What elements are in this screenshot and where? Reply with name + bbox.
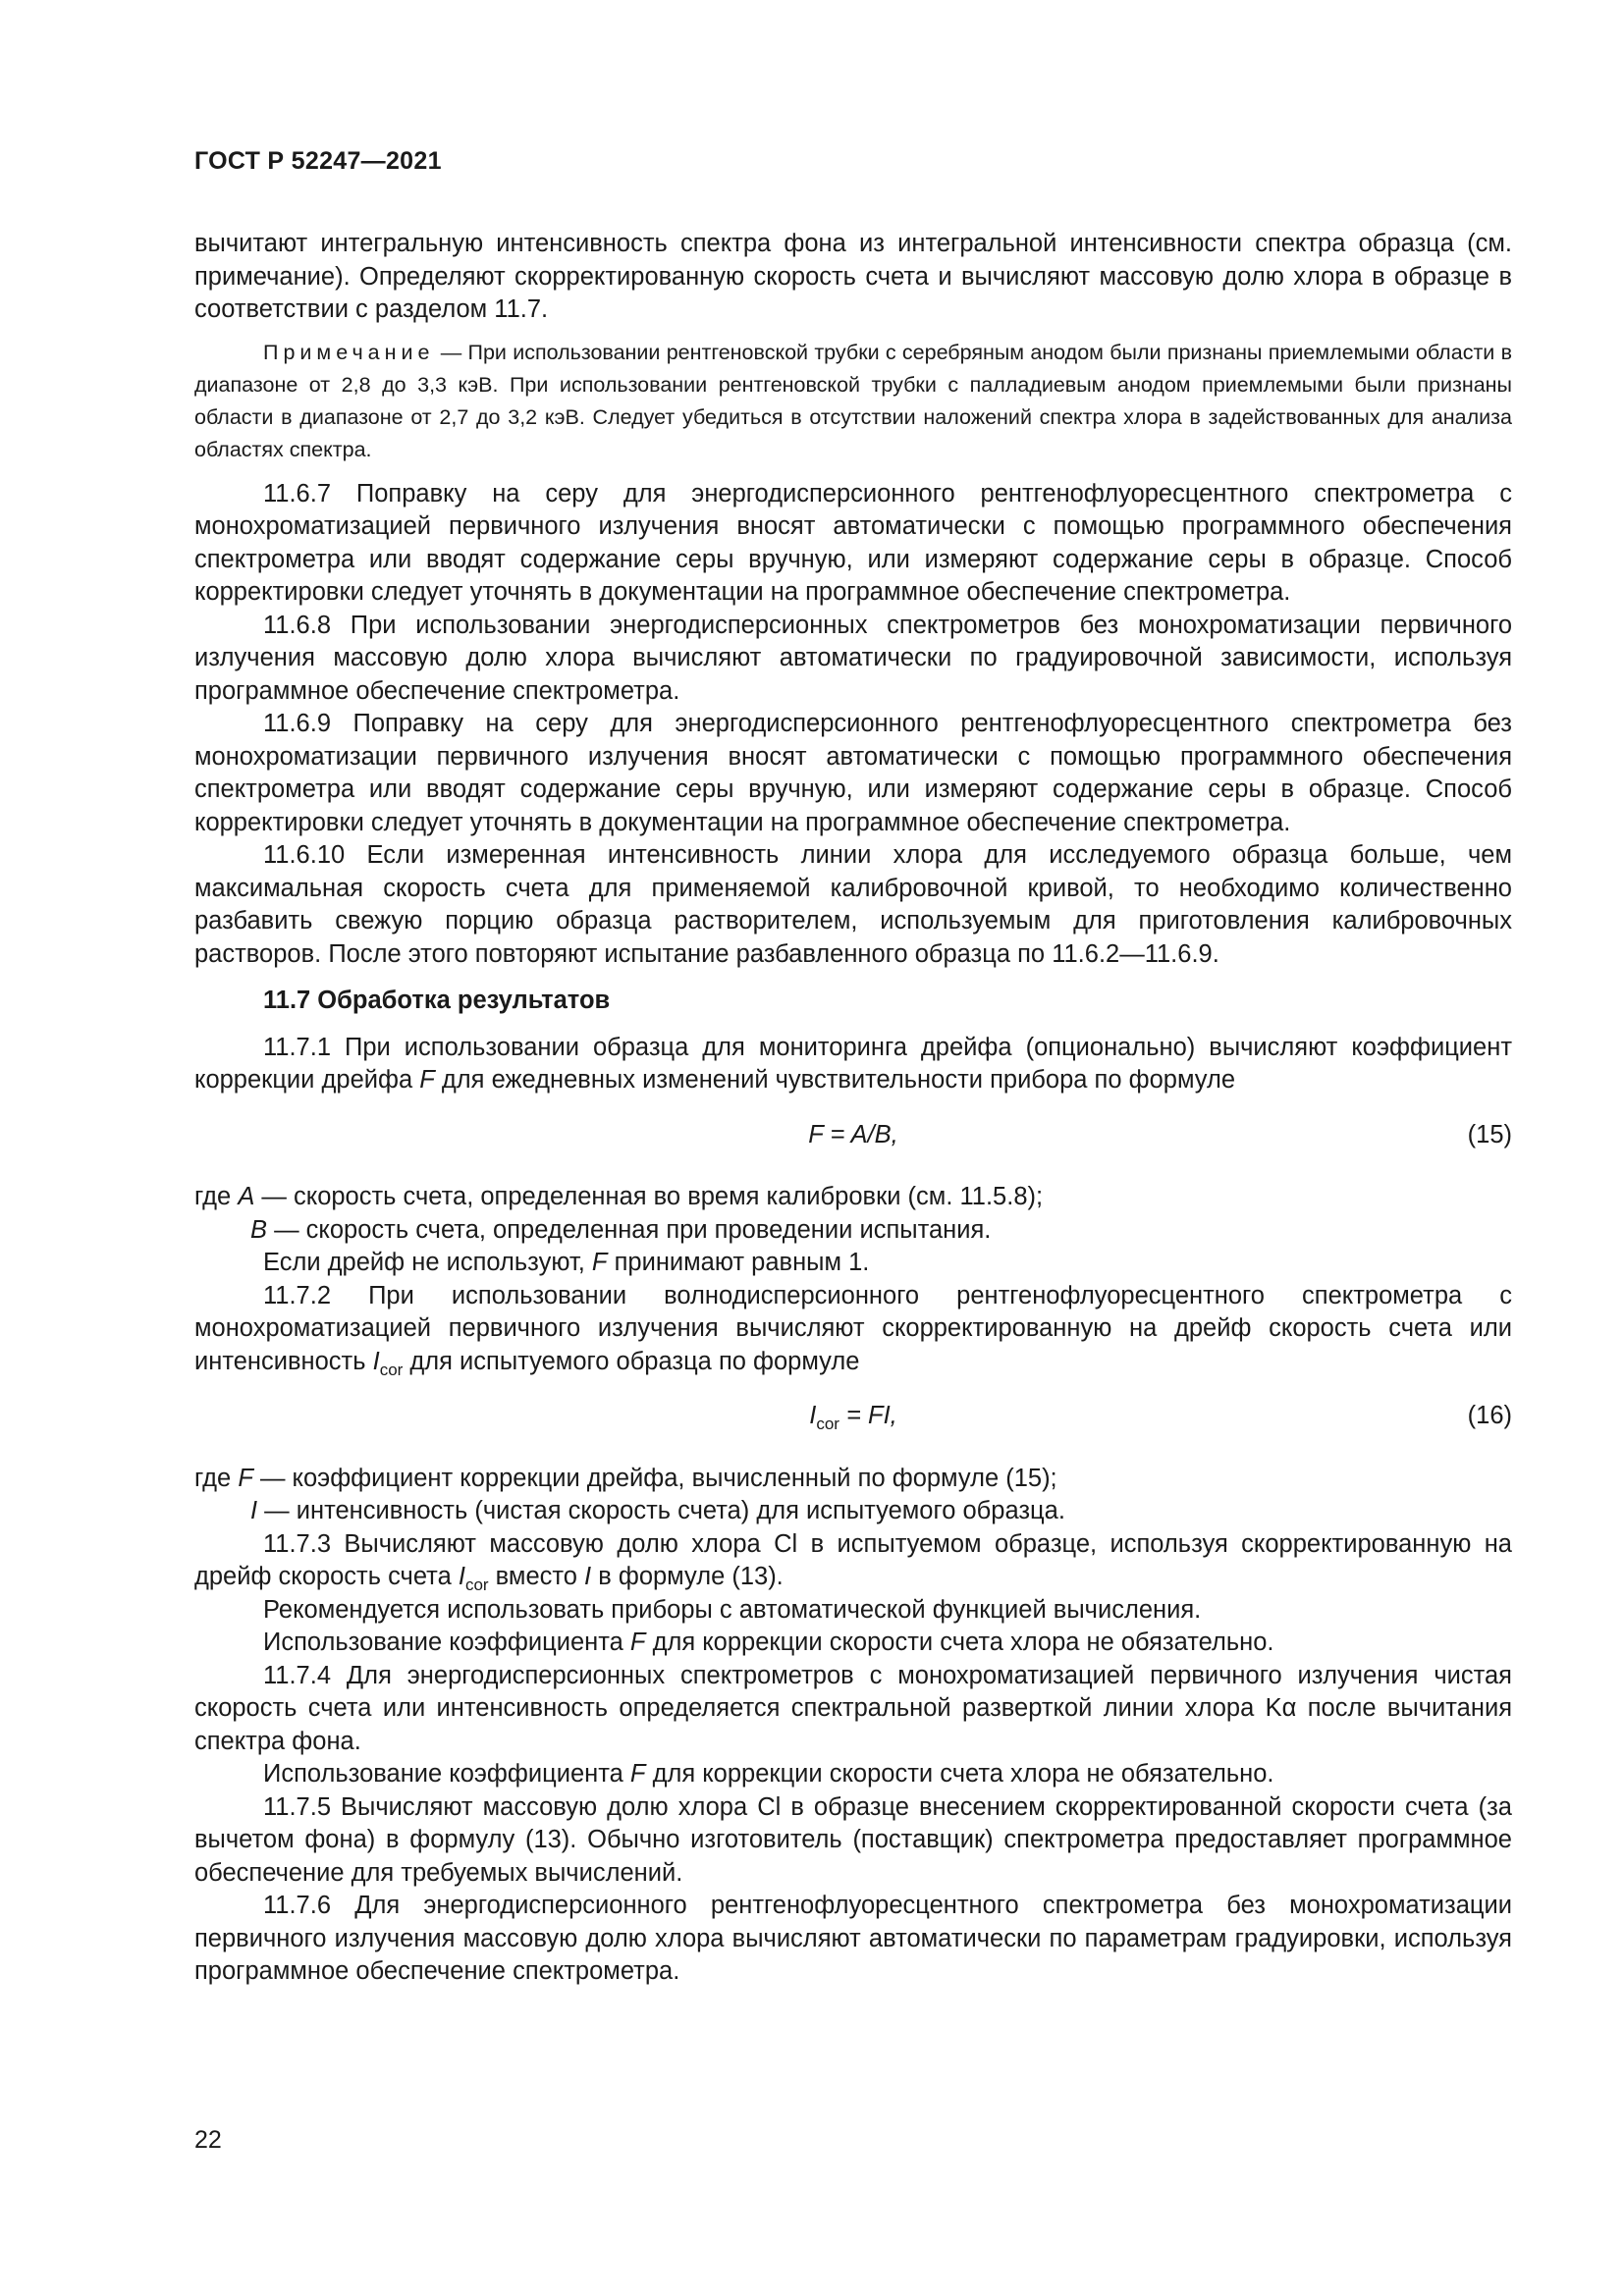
where-text: — интенсивность (чистая скорость счета) для испытуемого образца. <box>257 1497 1065 1524</box>
page-number: 22 <box>194 2126 222 2154</box>
variable-f: F <box>238 1464 253 1492</box>
paragraph-11-7-6: 11.7.6 Для энергодисперсионного рентгенофлуоресцентного спектрометра без монохроматизации первичного излучения массовую долю хлора вычисляют автоматически по параметрам градуировки, используя программное обеспечение спектрометра. <box>194 1892 1512 1985</box>
text-run: 11.7.2 При использовании волнодисперсионного рентгенофлуоресцентного спектрометра с монохроматизацией первичного излучения вычисляют скорректированную на дрейф скорость счета или интенсивность <box>194 1281 1512 1375</box>
recommendation: Рекомендуется использовать приборы с автоматической функцией вычисления. <box>263 1595 1202 1624</box>
formula-16-number: (16) <box>1467 1402 1512 1429</box>
text-run: Использование коэффициента <box>263 1760 630 1788</box>
where-16-f <box>194 1463 1512 1496</box>
text-run: для ежедневных изменений чувствительности прибора по формуле <box>434 1066 1236 1094</box>
variable-f: F <box>591 1249 608 1276</box>
variable-i: I <box>250 1497 258 1524</box>
variable-i: I <box>372 1347 380 1375</box>
text-run: для коррекции скорости счета хлора не обязательно. <box>645 1760 1274 1788</box>
where-text: — коэффициент коррекции дрейфа, вычисленный по формуле (15); <box>252 1464 1057 1492</box>
text-run: для испытуемого образца по формуле <box>403 1347 860 1375</box>
note <box>194 337 1512 466</box>
text-run: 11.7.3 Вычисляют массовую долю хлора Cl в испытуемом образце, используя скорректированную на дрейф скорость счета <box>194 1529 1512 1590</box>
text-run: в формуле (13). <box>591 1563 784 1590</box>
usage-note-1 <box>194 1627 1512 1660</box>
text-run: вместо <box>488 1563 585 1590</box>
note-label: Примечание <box>263 340 435 364</box>
where-15-b <box>194 1214 1512 1248</box>
subscript: cor <box>464 1575 489 1594</box>
section-title-11-7: 11.7 Обработка результатов <box>263 987 611 1014</box>
text-run: для коррекции скорости счета хлора не обязательно. <box>645 1629 1274 1656</box>
text-run: Использование коэффициента <box>263 1629 630 1656</box>
paragraph-continuation: вычитают интегральную интенсивность спектра фона из интегральной интенсивности спектра образца (см. примечание). Определяют скорректированную скорость счета и вычисляют массовую долю хлора в образце в соответствии с разделом 11.7. <box>194 230 1512 323</box>
paragraph-11-7-4: 11.7.4 Для энергодисперсионных спектрометров с монохроматизацией первичного излучения чистая скорость счета или интенсивность определяется спектральной разверткой линии хлора Kα после вычитания спектра фона. <box>194 1661 1512 1755</box>
subscript: cor <box>379 1360 404 1379</box>
text-run: принимают равным 1. <box>607 1249 870 1276</box>
variable-f: F <box>419 1066 435 1094</box>
paragraph-11-6-10: 11.6.10 Если измеренная интенсивность линии хлора для исследуемого образца больше, чем максимальная скорость счета для применяемой калибровочной кривой, то необходимо количественно разбавить свежую порцию образца растворителем, используемым для приготовления калибровочных растворов. После этого повторяют испытание разбавленного образца по 11.6.2—11.6.9. <box>194 841 1512 968</box>
paragraph-11-7-1 <box>194 1032 1512 1097</box>
paragraph-11-6-7: 11.6.7 Поправку на серу для энергодисперсионного рентгенофлуоресцентного спектрометра с монохроматизацией первичного излучения вносят автоматически с помощью программного обеспечения спектрометра или вводят содержание серы вручную, или измеряют содержание серы в образце. Способ корректировки следует уточнять в документации на программное обеспечение спектрометра. <box>194 479 1512 606</box>
subscript: cor <box>816 1415 839 1433</box>
variable-i: I <box>809 1402 817 1429</box>
variable-a: A <box>238 1183 255 1210</box>
where-16-i <box>194 1495 1512 1528</box>
where-prefix: где <box>194 1183 239 1210</box>
note-text: — При использовании рентгеновской трубки с серебряным анодом были признаны приемлемыми области в диапазоне от 2,8 до 3,3 кэВ. При использовании рентгеновской трубки с палладиевым анодом приемлемыми были признаны области в диапазоне от 2,7 до 3,2 кэВ. Следует убедиться в отсутствии наложений спектра хлора в задействованных для анализа областях спектра. <box>194 340 1512 461</box>
variable-i: I <box>458 1563 465 1590</box>
usage-note-2 <box>194 1758 1512 1791</box>
where-prefix: где <box>194 1464 239 1492</box>
where-text: — скорость счета, определенная при проведении испытания. <box>267 1215 992 1244</box>
formula-16 <box>194 1400 1512 1433</box>
variable-i: I <box>584 1563 592 1590</box>
formula-15-expression: F = A/B, <box>808 1120 898 1148</box>
text-run: Если дрейф не используют, <box>263 1249 592 1276</box>
formula-15 <box>194 1119 1512 1152</box>
formula-15-number: (15) <box>1467 1120 1512 1148</box>
where-text: — скорость счета, определенная во время калибровки (см. 11.5.8); <box>254 1183 1044 1210</box>
formula-rest: = FI, <box>839 1402 897 1429</box>
paragraph-11-7-2 <box>194 1280 1512 1379</box>
paragraph-11-6-9: 11.6.9 Поправку на серу для энергодисперсионного рентгенофлуоресцентного спектрометра без монохроматизации первичного излучения вносят автоматически с помощью программного обеспечения спектрометра или вводят содержание серы вручную, или измеряют содержание серы в образце. Способ корректировки следует уточнять в документации на программное обеспечение спектрометра. <box>194 710 1512 836</box>
paragraph-11-7-5: 11.7.5 Вычисляют массовую долю хлора Cl в образце внесением скорректированной скорости счета (за вычетом фона) в формулу (13). Обычно изготовитель (поставщик) спектрометра предоставляет программное обеспечение для требуемых вычислений. <box>194 1792 1512 1887</box>
drift-note <box>194 1247 1512 1280</box>
variable-f: F <box>629 1629 646 1656</box>
paragraph-11-7-3 <box>194 1528 1512 1594</box>
document-header: ГОСТ Р 52247—2021 <box>194 147 442 175</box>
variable-b: B <box>250 1215 268 1244</box>
where-15-a <box>194 1181 1512 1214</box>
text-run: 11.7.1 При использовании образца для мониторинга дрейфа (опционально) вычисляют коэффициент коррекции дрейфа <box>194 1033 1512 1094</box>
variable-f: F <box>629 1760 646 1788</box>
document-body <box>194 228 1512 1989</box>
formula-16-expression <box>194 1400 1512 1433</box>
paragraph-11-6-8: 11.6.8 При использовании энергодисперсионных спектрометров без монохроматизации первичного излучения массовую долю хлора вычисляют автоматически по градуировочной зависимости, используя программное обеспечение спектрометра. <box>194 611 1512 705</box>
